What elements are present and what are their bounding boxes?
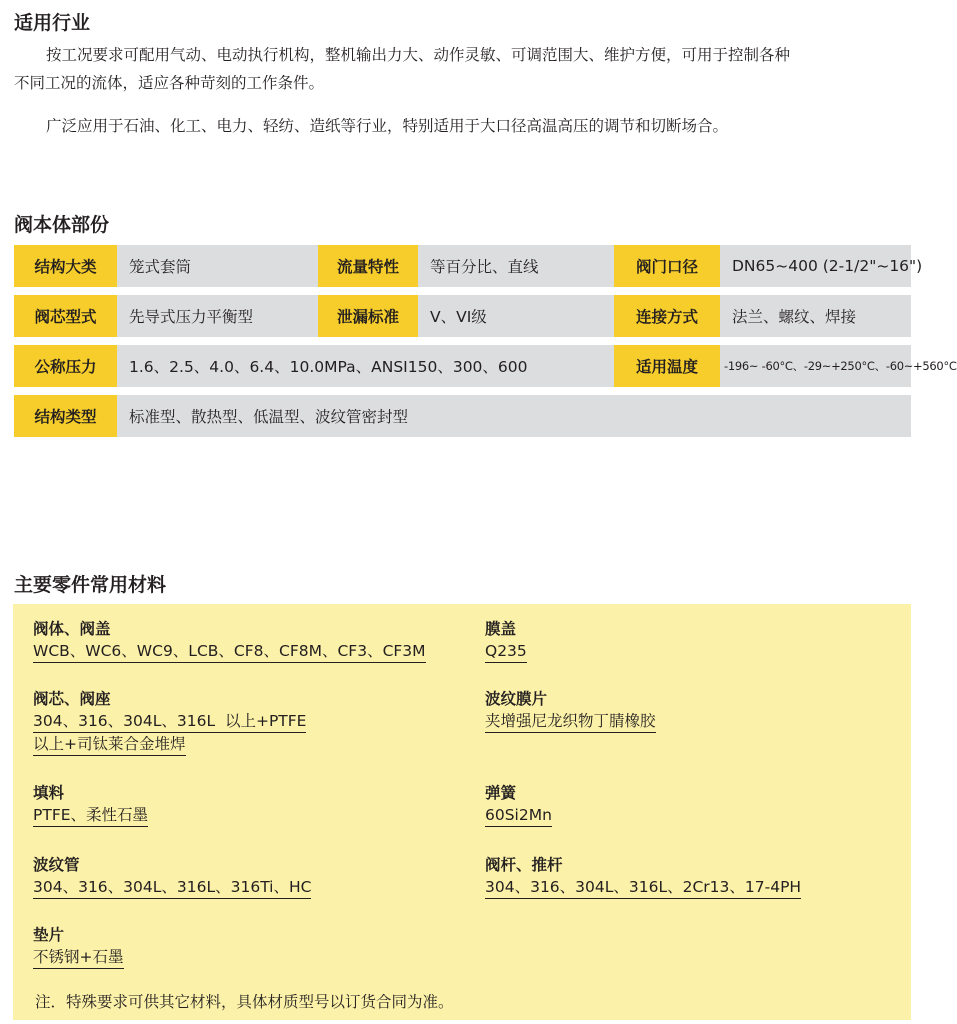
spec-row (14, 245, 923, 287)
material-value: 304、316、304L、316L 以上+PTFE (33, 710, 306, 733)
material-value: 不锈钢+石墨 (33, 946, 124, 969)
material-value: PTFE、柔性石墨 (33, 804, 148, 827)
industry-title: 适用行业 (14, 12, 91, 34)
material-item (485, 618, 527, 663)
material-value: 304、316、304L、316L、316Ti、HC (33, 876, 311, 899)
spec-label: 适用温度 (614, 345, 720, 387)
spec-label: 连接方式 (614, 295, 720, 337)
spec-value: 标准型、散热型、低温型、波纹管密封型 (117, 395, 911, 437)
valve-body-title: 阀本体部份 (14, 214, 110, 236)
spec-value: 笼式套筒 (117, 245, 318, 287)
material-item (33, 782, 148, 827)
spec-label: 阀门口径 (614, 245, 720, 287)
spec-label: 结构类型 (14, 395, 117, 437)
material-title: 波纹膜片 (485, 690, 548, 708)
material-value: WCB、WC6、WC9、LCB、CF8、CF8M、CF3、CF3M (33, 640, 426, 663)
spec-label: 阀芯型式 (14, 295, 117, 337)
spec-row (14, 395, 911, 437)
material-title: 阀芯、阀座 (33, 690, 111, 708)
materials-note: 注．特殊要求可供其它材料，具体材质型号以订货合同为准。 (35, 993, 454, 1011)
material-title: 垫片 (33, 926, 65, 944)
industry-paragraph-1-line-2: 不同工况的流体，适应各种苛刻的工作条件。 (14, 74, 325, 92)
spec-label: 流量特性 (318, 245, 418, 287)
material-value: 夹增强尼龙织物丁腈橡胶 (485, 710, 656, 733)
spec-value: 等百分比、直线 (418, 245, 614, 287)
material-item (33, 854, 311, 899)
material-item (485, 688, 656, 733)
material-value: 以上+司钛莱合金堆焊 (33, 733, 186, 756)
spec-value: 1.6、2.5、4.0、6.4、10.0MPa、ANSI150、300、600 (117, 345, 614, 387)
spec-label: 结构大类 (14, 245, 117, 287)
materials-title: 主要零件常用材料 (14, 574, 167, 596)
spec-value: 法兰、螺纹、焊接 (720, 295, 911, 337)
material-title: 填料 (33, 784, 65, 802)
material-value: 304、316、304L、316L、2Cr13、17-4PH (485, 876, 801, 899)
material-title: 波纹管 (33, 856, 80, 874)
spec-value: DN65~400 (2-1/2"~16") (720, 245, 911, 287)
material-item (485, 782, 552, 827)
spec-row (14, 295, 911, 337)
spec-value: -196~ -60°C、-29~+250°C、-60~+560°C (720, 345, 911, 387)
material-item (33, 618, 426, 663)
material-title: 弹簧 (485, 784, 517, 802)
industry-paragraph-1-line-1: 按工况要求可配用气动、电动执行机构，整机输出力大、动作灵敏、可调范围大、维护方便，可用于控制各种 (46, 46, 791, 64)
material-title: 膜盖 (485, 620, 517, 638)
materials-panel (13, 604, 911, 1020)
material-value: Q235 (485, 640, 527, 663)
spec-label: 公称压力 (14, 345, 117, 387)
material-item (33, 688, 306, 756)
material-item (485, 854, 801, 899)
material-item (33, 924, 124, 969)
spec-row (14, 345, 957, 387)
industry-paragraph-2: 广泛应用于石油、化工、电力、轻纺、造纸等行业，特别适用于大口径高温高压的调节和切断场合。 (46, 117, 729, 135)
spec-label: 泄漏标准 (318, 295, 418, 337)
material-title: 阀体、阀盖 (33, 620, 111, 638)
spec-value: 先导式压力平衡型 (117, 295, 318, 337)
material-value: 60Si2Mn (485, 804, 552, 827)
spec-value: V、VI级 (418, 295, 614, 337)
material-title: 阀杆、推杆 (485, 856, 563, 874)
